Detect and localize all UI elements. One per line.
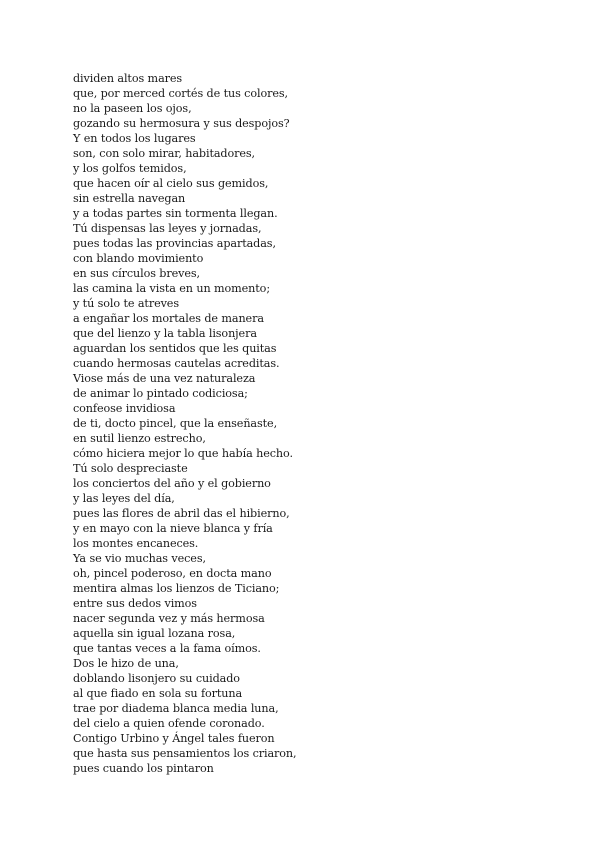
poem-line: sin estrella navegan — [73, 192, 186, 205]
poem-line: Dos le hizo de una, — [73, 657, 179, 670]
poem-line: pues todas las provincias apartadas, — [73, 237, 276, 250]
poem-line: nacer segunda vez y más hermosa — [73, 612, 265, 625]
poem-line: que hacen oír al cielo sus gemidos, — [73, 177, 269, 190]
poem-line: oh, pincel poderoso, en docta mano — [73, 567, 272, 580]
poem-line: en sutil lienzo estrecho, — [73, 432, 206, 445]
poem-line: los conciertos del año y el gobierno — [73, 477, 271, 490]
poem-line: Contigo Urbino y Ángel tales fueron — [73, 732, 275, 745]
poem-line: y las leyes del día, — [73, 492, 175, 505]
poem-line: de ti, docto pincel, que la enseñaste, — [73, 417, 278, 430]
poem-line: doblando lisonjero su cuidado — [73, 672, 240, 685]
poem-line: aguardan los sentidos que les quitas — [73, 342, 277, 355]
poem-line: y a todas partes sin tormenta llegan. — [73, 207, 278, 220]
poem-line: mentira almas los lienzos de Ticiano; — [73, 582, 280, 595]
poem-line: y los golfos temidos, — [73, 162, 187, 175]
poem-line: Tú dispensas las leyes y jornadas, — [73, 222, 262, 235]
poem-line: con blando movimiento — [73, 252, 204, 265]
poem-line: confeose invidiosa — [73, 402, 176, 415]
poem-line: a engañar los mortales de manera — [73, 312, 264, 325]
poem-line: son, con solo mirar, habitadores, — [73, 147, 255, 160]
poem-line: no la paseen los ojos, — [73, 102, 192, 115]
poem-line: del cielo a quien ofende coronado. — [73, 717, 265, 730]
poem-text — [73, 71, 296, 776]
poem-line: de animar lo pintado codiciosa; — [73, 387, 248, 400]
poem-line: y tú solo te atreves — [73, 297, 179, 310]
poem-line: pues cuando los pintaron — [73, 762, 214, 775]
poem-line: y en mayo con la nieve blanca y fría — [73, 522, 273, 535]
poem-line: Viose más de una vez naturaleza — [73, 372, 256, 385]
poem-line: que, por merced cortés de tus colores, — [73, 87, 288, 100]
poem-line: al que fiado en sola su fortuna — [73, 687, 243, 700]
poem-line: entre sus dedos vimos — [73, 597, 197, 610]
poem-line: Ya se vio muchas veces, — [73, 552, 206, 565]
poem-line: dividen altos mares — [73, 72, 183, 85]
poem-line: en sus círculos breves, — [73, 267, 200, 280]
poem-line: gozando su hermosura y sus despojos? — [73, 117, 290, 130]
poem-line: Y en todos los lugares — [73, 132, 196, 145]
poem-line: cómo hiciera mejor lo que había hecho. — [73, 447, 293, 460]
poem-line: cuando hermosas cautelas acreditas. — [73, 357, 280, 370]
poem-line: las camina la vista en un momento; — [73, 282, 270, 295]
poem-line: que del lienzo y la tabla lisonjera — [73, 327, 257, 340]
poem-line: pues las flores de abril das el hibierno, — [73, 507, 290, 520]
poem-line: aquella sin igual lozana rosa, — [73, 627, 236, 640]
poem-line: los montes encaneces. — [73, 537, 199, 550]
poem-line: que tantas veces a la fama oímos. — [73, 642, 261, 655]
poem-line: Tú solo despreciaste — [73, 462, 188, 475]
poem-line: que hasta sus pensamientos los criaron, — [73, 747, 297, 760]
poem-line: trae por diadema blanca media luna, — [73, 702, 279, 715]
